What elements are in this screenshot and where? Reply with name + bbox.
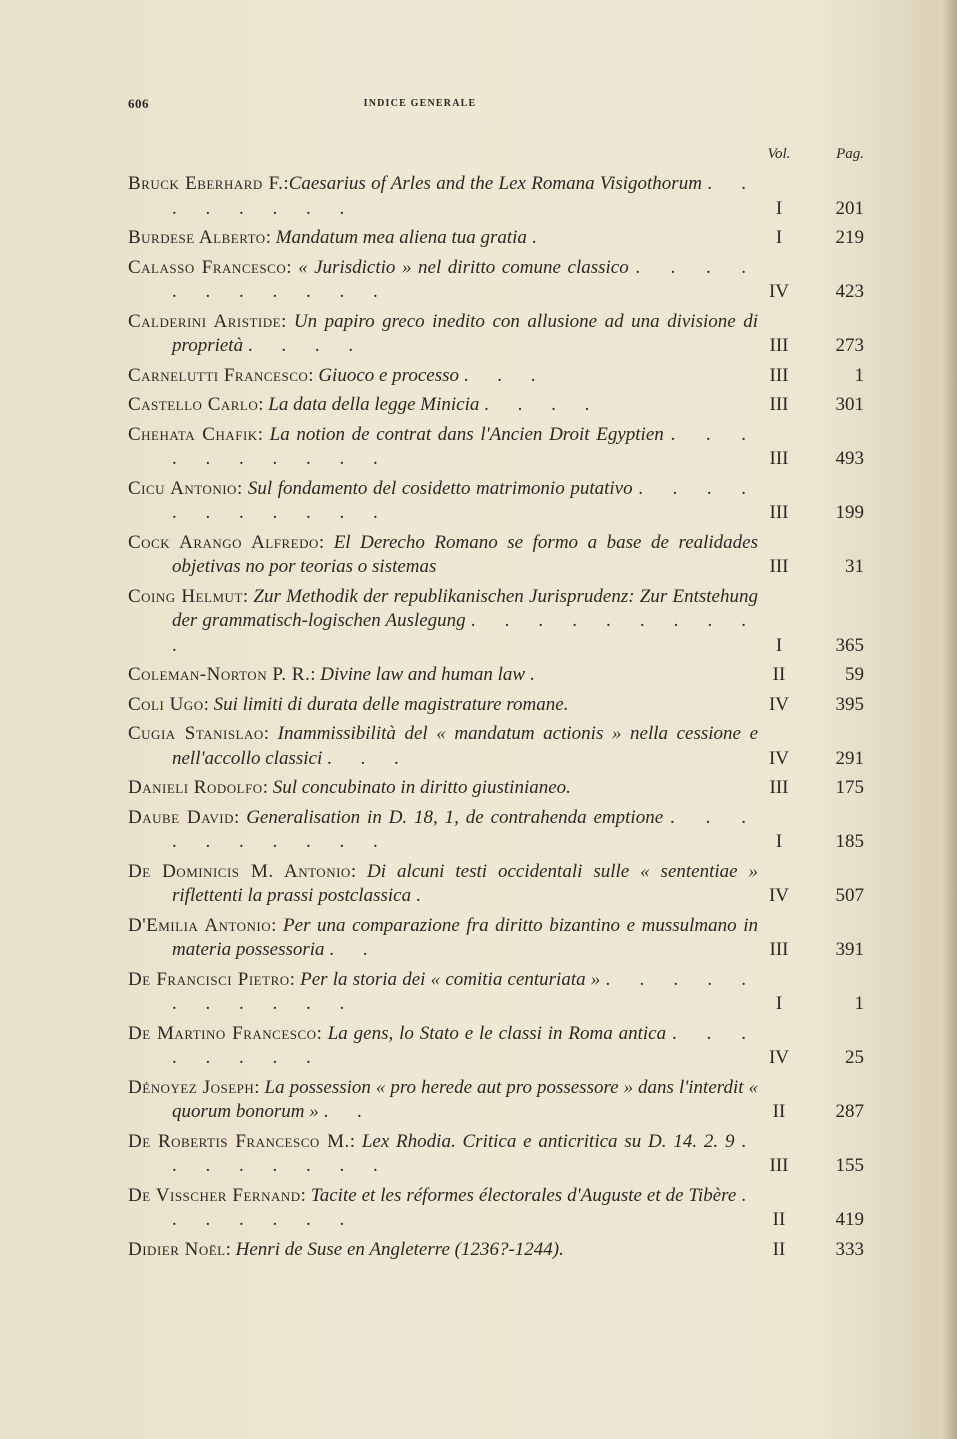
entry-separator: : — [271, 914, 284, 936]
entry-page: 201 — [835, 197, 864, 219]
entry-dot-leader: . . . . . . . . . . — [172, 610, 758, 656]
entry-author: Cock Arango Alfredo — [128, 531, 319, 553]
entry-separator: : — [242, 585, 254, 607]
running-title: INDICE GENERALE — [363, 98, 477, 109]
entry-dot-leader: . . . — [326, 747, 411, 769]
entry-separator: : — [300, 1184, 311, 1206]
index-entry — [128, 256, 863, 305]
entry-text — [128, 860, 758, 909]
entry-text — [128, 1076, 758, 1125]
entry-title: El Derecho Romano se formo a base de realidades objetivas no por teorias o sistemas — [172, 531, 759, 577]
entry-author: Bruck Eberhard F. — [128, 173, 284, 194]
entry-separator: : — [203, 693, 214, 715]
entry-title: « Jurisdictio » nel diritto comune classico — [298, 256, 629, 278]
entry-volume: I — [775, 634, 783, 656]
index-entry — [128, 1076, 863, 1125]
entry-title: La gens, lo Stato e le classi in Roma antica — [327, 1022, 667, 1044]
entry-title: La data della legge Minicia — [268, 394, 480, 415]
index-entry — [128, 1130, 863, 1179]
index-entry — [128, 172, 863, 221]
entry-page: 395 — [835, 693, 864, 715]
entry-text — [128, 172, 758, 221]
entry-separator: : — [263, 723, 278, 744]
entry-title: La possession « pro herede aut pro possessore » dans l'interdit « quorum bonorum » — [172, 1076, 759, 1122]
entry-dot-leader: . . . . . . . . — [172, 173, 759, 219]
entry-text — [128, 1184, 758, 1233]
page-edge-shadow — [943, 0, 957, 1439]
entry-separator: : — [225, 1238, 236, 1260]
entry-page: 419 — [835, 1209, 864, 1230]
entry-title: Zur Methodik der republikanischen Jurisprudenz: Zur Entstehung der grammatisch-logischen Auslegung — [172, 585, 758, 631]
entry-text — [128, 364, 758, 389]
entry-volume: IV — [768, 1047, 790, 1068]
entry-separator: : — [289, 968, 301, 990]
entry-volume: III — [769, 394, 789, 415]
index-entry — [128, 806, 863, 855]
entry-volume: III — [769, 335, 789, 356]
entry-volume: IV — [768, 885, 790, 906]
entry-text — [128, 226, 758, 251]
index-entry — [128, 663, 863, 688]
entry-title: Di alcuni testi occidentali sulle « sententiae » riflettenti la prassi postclassica — [172, 860, 759, 906]
entry-page: 291 — [835, 747, 864, 769]
entry-text — [128, 968, 758, 1017]
entry-volume: II — [772, 664, 786, 685]
entry-dot-leader: . . — [323, 1101, 374, 1122]
entry-volume: III — [769, 777, 789, 798]
entry-text — [128, 256, 758, 305]
entry-dot-leader: . . . . . . . . — [172, 1130, 759, 1176]
index-entry — [128, 968, 863, 1017]
entry-text — [128, 531, 758, 580]
entry-volume: II — [772, 1101, 786, 1122]
entry-text — [128, 310, 758, 359]
entry-text — [128, 914, 758, 963]
entry-author: Carnelutti Francesco — [128, 364, 309, 386]
entry-page: 59 — [845, 664, 864, 685]
entry-text — [128, 776, 758, 801]
entry-volume: III — [769, 556, 789, 577]
page-number: 606 — [128, 96, 149, 111]
entry-text — [128, 1022, 758, 1071]
entry-page: 493 — [835, 448, 864, 469]
entry-volume: II — [772, 1238, 786, 1260]
entry-volume: I — [775, 197, 783, 219]
entry-title: Tacite et les réformes électorales d'Auguste et de Tibère — [310, 1184, 737, 1206]
entry-dot-leader: . . . — [463, 364, 548, 386]
entry-dot-leader: . — [529, 664, 547, 685]
entry-author: De Martino Francesco — [128, 1022, 317, 1044]
entry-author: Cugia Stanislao — [128, 723, 264, 744]
entry-separator: : — [254, 1076, 265, 1098]
index-entry — [128, 531, 863, 580]
entry-page: 31 — [845, 556, 864, 577]
entry-separator: : — [258, 394, 269, 415]
entry-page: 155 — [835, 1155, 864, 1176]
entry-author: De Francisci Pietro — [128, 968, 290, 990]
entry-dot-leader: . . . . . . . — [172, 1184, 759, 1230]
entry-dot-leader: . . . . . . . . . . — [172, 423, 759, 469]
entry-page: 391 — [835, 939, 864, 960]
index-entry — [128, 914, 863, 963]
entry-page: 199 — [835, 502, 864, 523]
entry-page: 175 — [835, 777, 864, 798]
entry-separator: : — [310, 664, 321, 685]
entry-author: Calasso Francesco — [128, 256, 287, 278]
entry-separator: : — [236, 477, 248, 499]
index-entry — [128, 722, 863, 771]
entry-author: Chehata Chafik — [128, 423, 258, 445]
entry-author: Coing Helmut — [128, 585, 243, 607]
entry-author: Didier Noël — [128, 1238, 226, 1260]
entry-separator: : — [286, 256, 299, 278]
entry-separator: : — [265, 227, 276, 248]
entry-separator: : — [262, 777, 273, 798]
entry-text — [128, 1238, 758, 1263]
entry-title: Sul concubinato in diritto giustinianeo. — [272, 777, 571, 798]
entry-title: Lex Rhodia. Critica e anticritica su D. 14. 2. 9 — [361, 1130, 735, 1152]
index-entry — [128, 1022, 863, 1071]
entry-separator: : — [283, 173, 289, 194]
entry-title: Sul fondamento del cosidetto matrimonio putativo — [247, 477, 633, 499]
entry-author: Calderini Aristide — [128, 310, 282, 332]
entry-text — [128, 1130, 758, 1179]
entry-dot-leader: . — [415, 885, 433, 906]
entry-title: Sui limiti di durata delle magistrature romane. — [213, 693, 569, 715]
entry-text — [128, 722, 758, 771]
entry-dot-leader: . . . . . . . . . . — [172, 806, 759, 852]
index-entry — [128, 693, 863, 718]
entry-title: Per una comparazione fra diritto bizantino e mussulmano in materia possessoria — [172, 914, 758, 960]
column-header-pag: Pag. — [836, 146, 864, 162]
entry-page: 219 — [835, 227, 864, 248]
entry-title: La notion de contrat dans l'Ancien Droit Egyptien — [269, 423, 664, 445]
entry-page: 301 — [835, 394, 864, 415]
page-header — [128, 96, 712, 116]
entry-separator: : — [350, 860, 368, 882]
entry-separator: : — [234, 806, 247, 828]
index-entry — [128, 477, 863, 526]
entry-dot-leader: . . . . . . . . . . . — [172, 256, 759, 302]
index-entry — [128, 423, 863, 472]
entry-volume: I — [775, 831, 783, 852]
entry-separator: : — [316, 1022, 328, 1044]
index-entry — [128, 364, 863, 389]
entry-volume: IV — [768, 281, 790, 302]
entry-volume: I — [775, 993, 783, 1014]
index-entry — [128, 310, 863, 359]
entry-volume: II — [772, 1209, 786, 1230]
index-entry — [128, 226, 863, 251]
entry-page: 273 — [835, 335, 864, 356]
entry-text — [128, 585, 758, 659]
entry-title: Henri de Suse en Angleterre (1236?-1244). — [235, 1238, 564, 1260]
entry-title: Giuoco e processo — [318, 364, 460, 386]
entry-volume: III — [769, 364, 789, 386]
entry-separator: : — [257, 423, 270, 445]
entry-volume: III — [769, 448, 789, 469]
entry-dot-leader: . . . . . . . . . . . — [172, 477, 759, 523]
entry-volume: I — [775, 227, 783, 248]
entry-text — [128, 393, 758, 418]
entry-text — [128, 663, 758, 688]
entry-author: Burdese Alberto — [128, 227, 266, 248]
index-entry — [128, 393, 863, 418]
entry-author: De Robertis Francesco M. — [128, 1130, 350, 1152]
index-entry — [128, 776, 863, 801]
entry-page: 25 — [845, 1047, 864, 1068]
entry-volume: IV — [768, 747, 790, 769]
entry-dot-leader: . — [531, 227, 549, 248]
entry-dot-leader: . . . . — [484, 394, 602, 415]
entry-page: 1 — [854, 364, 864, 386]
entry-author: Castello Carlo — [128, 394, 259, 415]
entry-text — [128, 477, 758, 526]
entry-title: Divine law and human law — [320, 664, 526, 685]
entry-page: 365 — [835, 634, 864, 656]
entry-volume: III — [769, 939, 789, 960]
entry-author: De Dominicis M. Antonio — [128, 860, 351, 882]
index-entry — [128, 1184, 863, 1233]
entry-title: Inammissibilità del « mandatum actionis » nella cessione e nell'accollo classici — [172, 723, 758, 769]
entry-dot-leader: . . . . . . . . . . . — [172, 968, 759, 1014]
column-header-vol: Vol. — [767, 146, 791, 162]
entry-volume: IV — [768, 693, 790, 715]
index-entry — [128, 585, 863, 659]
index-entries — [128, 172, 863, 1267]
entry-text — [128, 693, 758, 718]
entry-author: Dénoyez Joseph — [128, 1076, 255, 1098]
entry-title: Un papiro greco inedito con allusione ad una divisione di proprietà — [172, 310, 758, 356]
entry-author: Daube David — [128, 806, 235, 828]
entry-page: 1 — [854, 993, 864, 1014]
entry-title: Mandatum mea aliena tua gratia — [275, 227, 527, 248]
index-entry — [128, 860, 863, 909]
entry-separator: : — [349, 1130, 362, 1152]
entry-page: 507 — [835, 885, 864, 906]
entry-title: Per la storia dei « comitia centuriata » — [300, 968, 601, 990]
entry-title: Caesarius of Arles and the Lex Romana Visigothorum — [288, 173, 702, 194]
entry-author: Cicu Antonio — [128, 477, 237, 499]
entry-page: 185 — [835, 831, 864, 852]
entry-dot-leader: . . . . — [247, 335, 366, 356]
entry-page: 333 — [835, 1238, 864, 1260]
entry-page: 287 — [835, 1101, 864, 1122]
entry-text — [128, 806, 758, 855]
column-headers — [128, 146, 863, 170]
entry-author: D'Emilia Antonio — [128, 914, 272, 936]
entry-page: 423 — [835, 281, 864, 302]
index-entry — [128, 1238, 863, 1263]
entry-separator: : — [318, 531, 334, 553]
entry-title: Generalisation in D. 18, 1, de contrahenda emptione — [246, 806, 664, 828]
entry-author: Coli Ugo — [128, 693, 204, 715]
entry-author: De Visscher Fernand — [128, 1184, 301, 1206]
entry-dot-leader: . . . . . . . . — [172, 1022, 759, 1068]
entry-author: Coleman-Norton P. R. — [128, 664, 311, 685]
entry-separator: : — [308, 364, 319, 386]
entry-separator: : — [281, 310, 294, 332]
entry-text — [128, 423, 758, 472]
entry-volume: III — [769, 1155, 789, 1176]
entry-volume: III — [769, 502, 789, 523]
entry-author: Danieli Rodolfo — [128, 777, 263, 798]
entry-dot-leader: . . — [329, 939, 380, 960]
